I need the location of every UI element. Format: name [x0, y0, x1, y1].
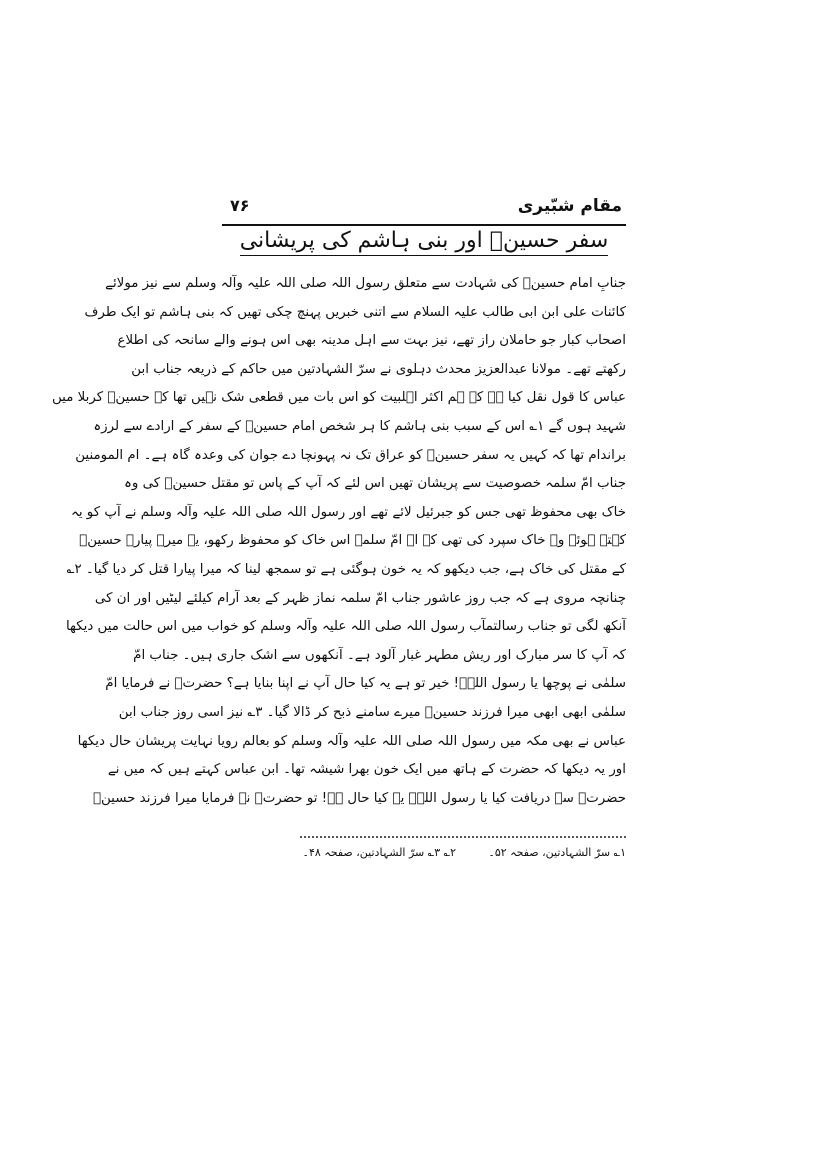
body-line: کائنات علی ابن ابی طالب علیہ السلام سے اتنی خبریں پہنچ چکی تھیں کہ بنی ہاشم تو ایک طرف — [84, 304, 626, 320]
section-heading — [222, 228, 626, 253]
page-header — [222, 196, 622, 226]
body-line: رکھتے تھے۔ مولانا عبدالعزیز محدث دہلوی نے سرّ الشہادتین میں حاکم کے ذریعہ جناب ابن — [131, 361, 626, 377]
body-line: خاک بھی محفوظ تھی جس کو جبرئیل لائے تھے اور رسول اللہ صلی اللہ علیہ وآلہ وسلم نے آپ کو یہ — [70, 504, 626, 520]
book-title: مقام شبّیری — [517, 196, 622, 216]
body-line: جناب امّ سلمہ خصوصیت سے پریشان تھیں اس لئے کہ آپ کے پاس تو مقتل حسینؑ کی وہ — [124, 476, 626, 492]
section-heading-text: سفر حسینؑ اور بنی ہاشم کی پریشانی — [240, 228, 609, 256]
body-line: عباس کا قول نقل کیا ہے کہ ہم اکثر اہلبیت کو اس بات میں قطعی شک نہیں تھا کہ حسینؑ کربلا میں — [51, 390, 626, 406]
body-line: اصحاب کبار جو حاملان راز تھے، نیز بہت سے اہل مدینہ بھی اس ہونے والے سانحہ کی اطلاع — [117, 333, 626, 349]
body-line: کے مقتل کی خاک ہے، جب دیکھو کہ یہ خون ہوگئی ہے تو سمجھ لینا کہ میرا پیارا قتل کر دیا گیا۔ ۲؎ — [66, 561, 626, 577]
footnote-separator — [300, 836, 626, 838]
body-line: اور یہ دیکھا کہ حضرت کے ہاتھ میں ایک خون بھرا شیشہ تھا۔ ابن عباس کہتے ہیں کہ میں نے — [107, 762, 626, 778]
body-line: حضرتؐ سے دریافت کیا یا رسول اللہؐ یہ کیا حال ہے! تو حضرتؐ نے فرمایا میرا فرزند حسینؑ — [92, 790, 626, 806]
footnote-2: ۲؎ ۳؎ سرّ الشہادتین، صفحہ ۴۸۔ — [302, 846, 456, 859]
page-number: ۷۶ — [230, 196, 250, 215]
body-line: عباس نے بھی مکہ میں رسول اللہ صلی اللہ علیہ وآلہ وسلم کو بعالم رویا نہایت پریشان حال دیکھا — [77, 733, 626, 749]
footnote-1: ۱؎ سرّ الشہادتین، صفحہ ۵۲۔ — [488, 846, 626, 859]
header-rule — [222, 224, 626, 226]
body-line: آنکھ لگی تو جناب رسالتمآب رسول اللہ صلی اللہ علیہ وآلہ وسلم کو خواب میں اس حالت میں دیکھا — [65, 619, 626, 635]
footnotes — [300, 842, 626, 864]
body-text — [51, 270, 626, 813]
body-line: جنابِ امام حسینؑ کی شہادت سے متعلق رسول اللہ صلی اللہ علیہ وآلہ وسلم سے نیز مولائے — [105, 276, 626, 291]
body-line: چنانچہ مروی ہے کہ جب روز عاشور جناب امّ سلمہ نماز ظہر کے بعد آرام کیلئے لیٹیں اور ان کی — [94, 590, 626, 606]
body-line: کہتے ہوئے وہ خاک سپرد کی تھی کہ اے امّ سلمہ اس خاک کو محفوظ رکھو، یہ میرے پیارے حسینؑ — [79, 533, 626, 549]
body-line: سلمٰی ابھی ابھی میرا فرزند حسینؑ میرے سامنے ذبح کر ڈالا گیا۔ ۳؎ نیز اسی روز جناب ابن — [118, 704, 626, 720]
body-line: کہ آپ کا سر مبارک اور ریش مطہر غبار آلود ہے۔ آنکھوں سے اشک جاری ہیں۔ جناب امّ — [133, 647, 626, 663]
body-line: سلمٰی نے پوچھا یا رسول اللہؐ! خیر تو ہے یہ کیا حال آپ نے اپنا بنایا ہے؟ حضرتؐ نے فرمایا امّ — [105, 676, 626, 692]
body-line: شہید ہوں گے ۱؎ اس کے سبب بنی ہاشم کا ہر شخص امام حسینؑ کے سفر کے ارادے سے لرزہ — [93, 418, 626, 434]
body-line: براندام تھا کہ کہیں یہ سفر حسینؑ کو عراق تک نہ پہونچا دے جوان کی وعدہ گاہ ہے۔ ام المومنین — [75, 447, 626, 463]
